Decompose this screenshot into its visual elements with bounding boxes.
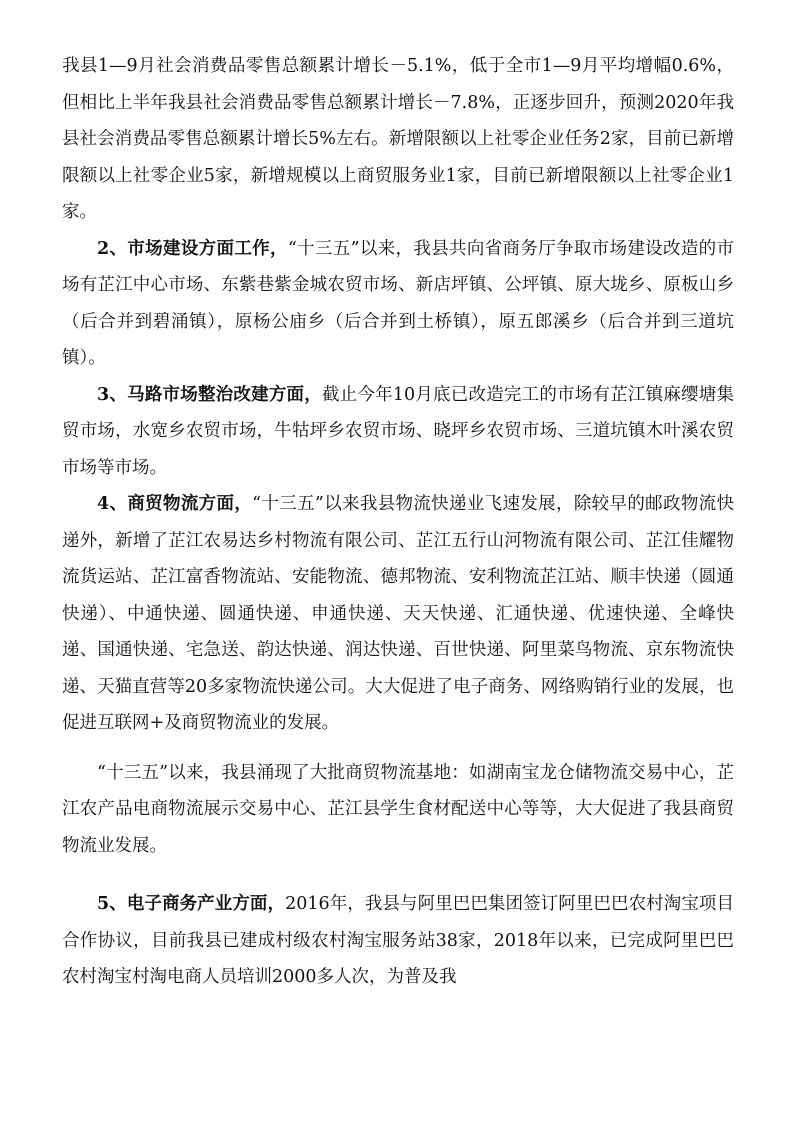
- paragraph-market-construction: [62, 231, 734, 377]
- paragraph-text: “十三五”以来我县物流快递业飞速发展，除较早的邮政物流快递外，新增了芷江农易达乡村物流有限公司、芷江五行山河物流有限公司、芷江佳耀物流货运站、芷江富香物流站、安能物流、德邦物流、安利物流芷江站、顺丰快递（圆通快递）、中通快递、圆通快递、申通快递、天天快递、汇通快递、优速快递、全峰快递、国通快递、宅急送、韵达快递、润达快递、百世快递、阿里菜鸟物流、京东物流快递、天猫直营等20多家物流快递公司。大大促进了电子商务、网络购销行业的发展，也促进互联网+及商贸物流业的发展。: [62, 494, 734, 733]
- paragraph-logistics-bases: [62, 755, 734, 865]
- paragraph-text: “十三五”以来，我县涌现了大批商贸物流基地：如湖南宝龙仓储物流交易中心，芷江农产品电商物流展示交易中心、芷江县学生食材配送中心等等，大大促进了我县商贸物流业发展。: [62, 762, 734, 856]
- paragraph-ecommerce: [62, 886, 734, 996]
- paragraph-text: 截止今年10月底已改造完工的市场有芷江镇麻缨塘集贸市场，水宽乡农贸市场，牛牯坪乡农贸市场、晓坪乡农贸市场、三道坑镇木叶溪农贸市场等市场。: [62, 384, 734, 478]
- paragraph-text: 2016年，我县与阿里巴巴集团签订阿里巴巴农村淘宝项目合作协议，目前我县已建成村级农村淘宝服务站38家，2018年以来，已完成阿里巴巴农村淘宝村淘电商人员培训2000多人次，为普及我: [62, 894, 734, 987]
- paragraph-logistics: [62, 486, 734, 742]
- section-heading: 2、市场建设方面工作，: [97, 238, 288, 259]
- paragraph-text: 我县1—9月社会消费品零售总额累计增长－5.1%，低于全市1—9月平均增幅0.6%，但相比上半年我县社会消费品零售总额累计增长－7.8%，正逐步回升，预测2020年我县社会消费品零售总额累计增长5%左右。新增限额以上社零企业任务2家，目前已新增限额以上社零企业5家，新增规模以上商贸服务业1家，目前已新增限额以上社零企业1家。: [62, 56, 734, 222]
- paragraph-text: “十三五”以来，我县共向省商务厅争取市场建设改造的市场有芷江中心市场、东紫巷紫金城农贸市场、新店坪镇、公坪镇、原大垅乡、原板山乡（后合并到碧涌镇），原杨公庙乡（后合并到土桥镇），原五郎溪乡（后合并到三道坑镇）。: [62, 238, 734, 368]
- paragraph-road-market: [62, 377, 734, 487]
- section-heading: 4、商贸物流方面，: [97, 494, 253, 514]
- section-heading: 3、马路市场整治改建方面，: [97, 384, 322, 405]
- paragraph-retail-sales: [62, 48, 734, 231]
- document-page: [62, 48, 734, 996]
- section-heading: 5、电子商务产业方面，: [97, 894, 286, 914]
